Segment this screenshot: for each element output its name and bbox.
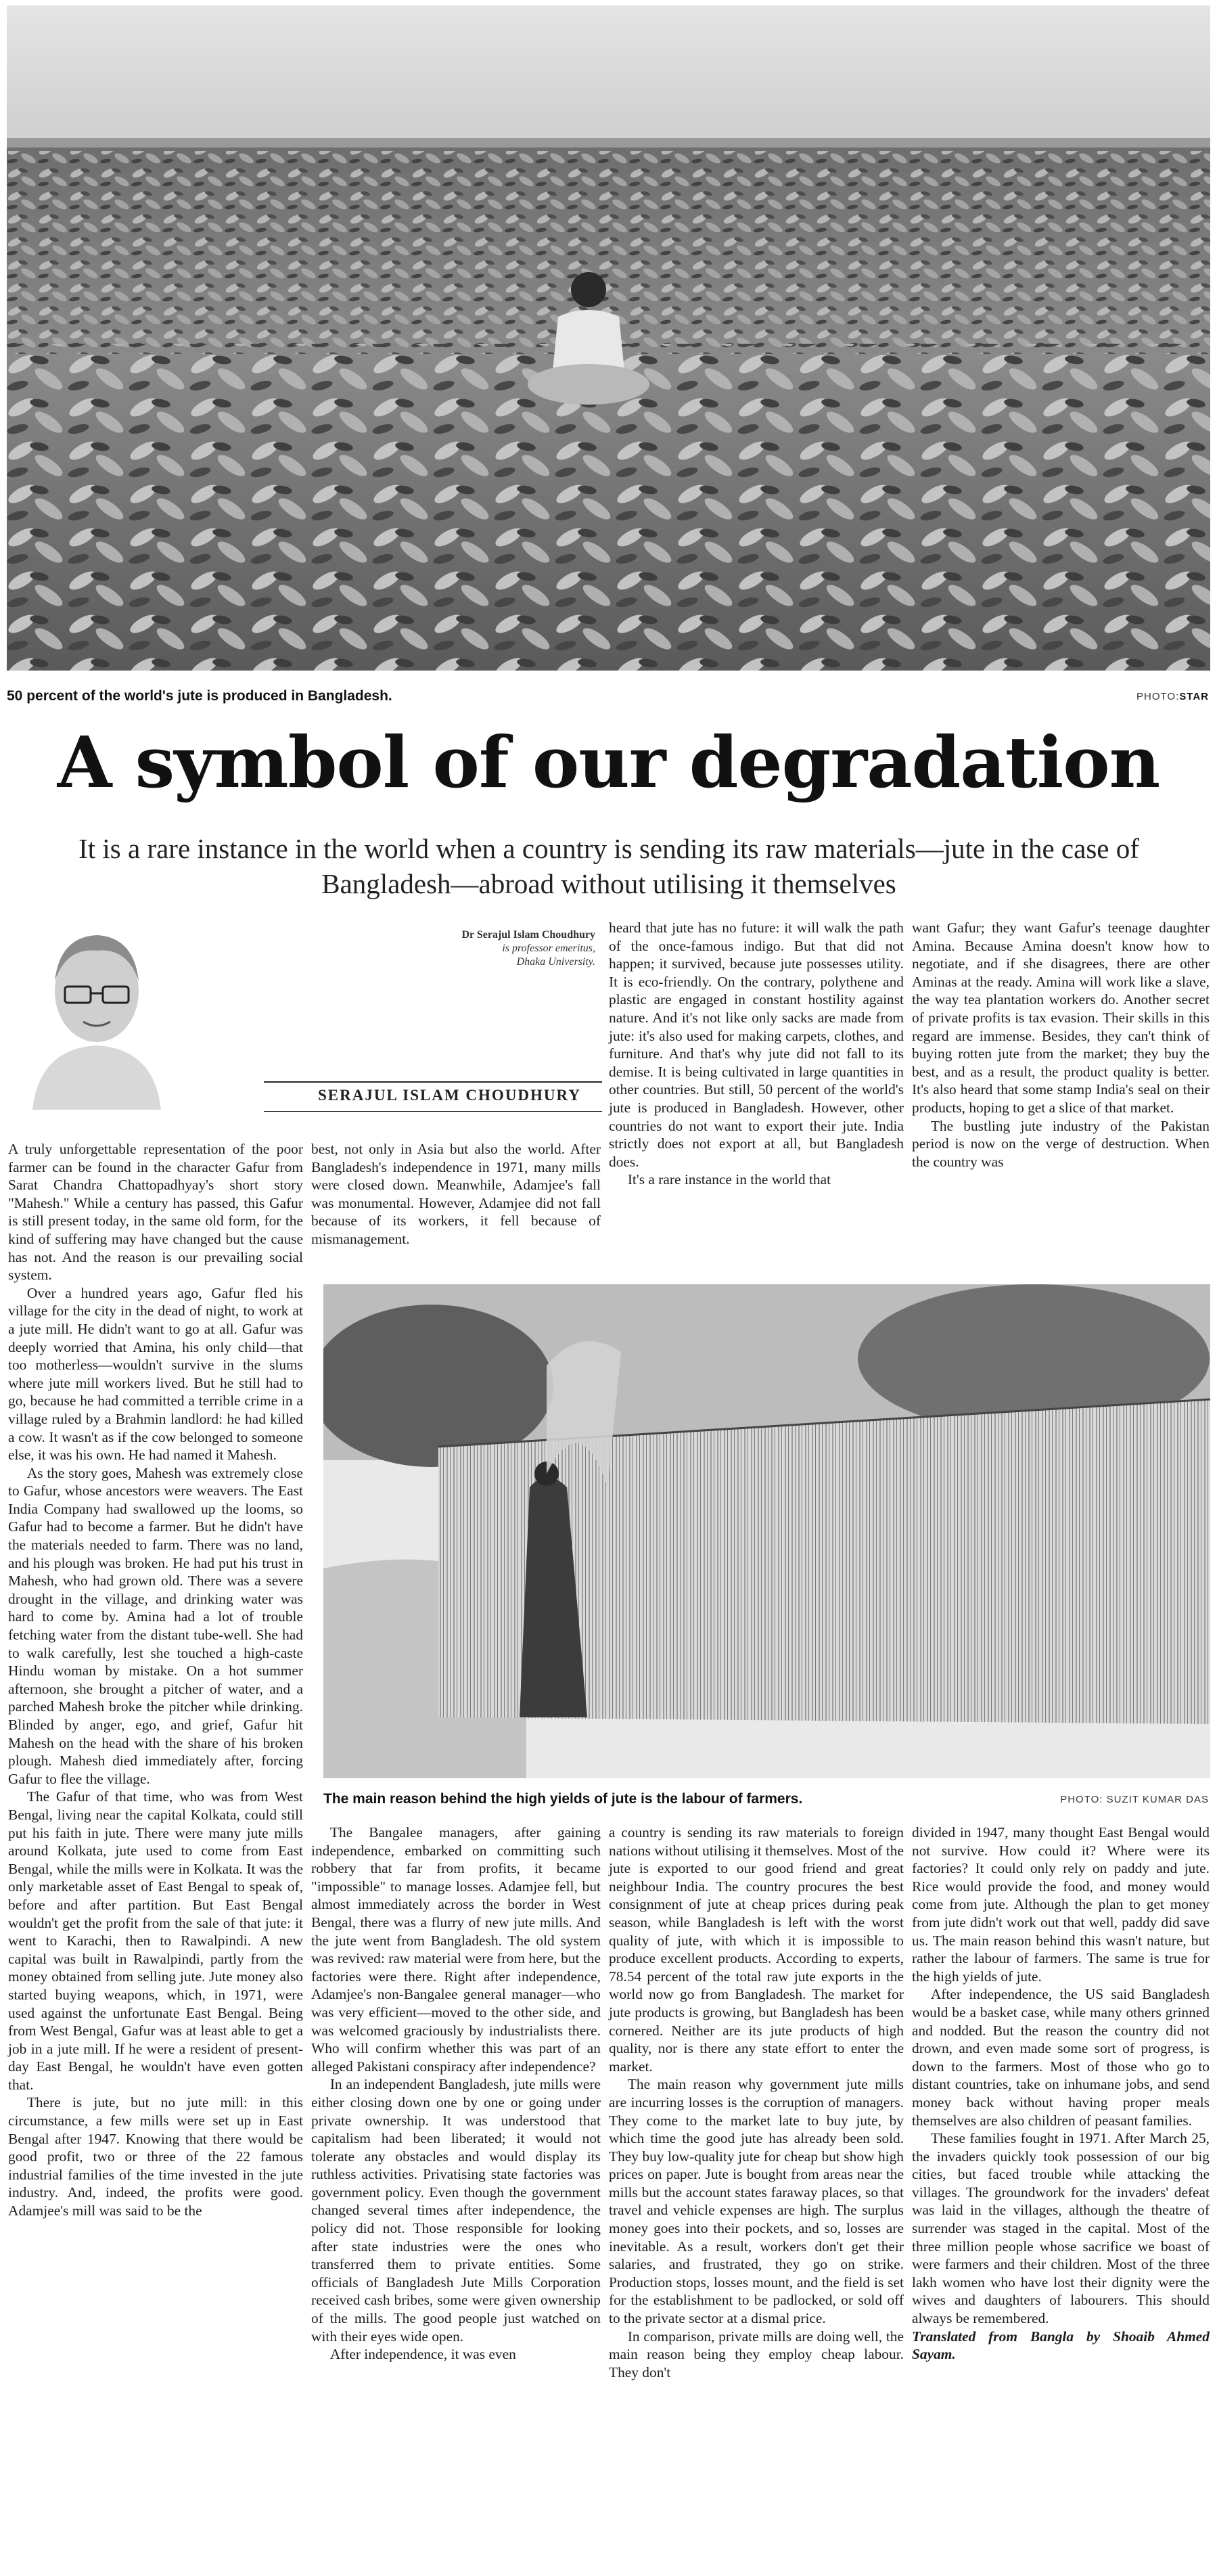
translator-credit: Translated from Bangla by Shoaib Ahmed Sayam. (912, 2328, 1210, 2363)
byline: SERAJUL ISLAM CHOUDHURY (318, 1087, 581, 1104)
paragraph: After independence, the US said Bangladesh would be a basket case, while many others grinned and nodded. But the reason the country did not drown, and even made some sort of progress, is down to the farmers. Most of those who go to distant countries, take on inhumane jobs, and send money back without having proper meals themselves are also children of peasant families. (912, 1986, 1210, 2129)
credit-name: STAR (1179, 691, 1209, 702)
paragraph: best, not only in Asia but also the world. After Bangladesh's independence in 1971, many mills were closed down. Meanwhile, Adamjee's fall was monumental. However, Adamjee did not fall because of its workers, it fell because of mismanagement. (311, 1141, 601, 1247)
paragraph: divided in 1947, many thought East Bengal would not survive. How could it? Where were its factories? It could only rely on paddy and jute. Rice would provide the food, and money would come from jute. Although the plan to get money from jute didn't work out that well, paddy did save us. The main reason behind this wasn't nature, but rather the labour of farmers. The same is true for the high yields of jute. (912, 1824, 1210, 1985)
top-photo (7, 5, 1210, 671)
author-note-line2: Dhaka University. (516, 956, 595, 968)
jute-field-image (7, 5, 1210, 671)
paragraph: a country is sending its raw materials to foreign nations without utilising it themselves. Most of the jute is exported to our good friend and great neighbour India. The country procures the best consignment of jute at cheap prices during peak season, while Bangladesh is left with the worst quality of jute, with which it is impossible to produce excellent products. According to experts, 78.54 percent of the total raw jute exports in the world now go from Bangladesh. The market for jute products is growing, but Bangladesh has been cornered. Neither are its jute products of high quality, nor is there any state effort to enter the market. (609, 1824, 904, 2075)
author-note-name: Dr Serajul Islam Choudhury (461, 929, 595, 941)
mid-photo-credit: PHOTO: SUZIT KUMAR DAS (1060, 1794, 1209, 1805)
paragraph: It's a rare instance in the world that (627, 1171, 831, 1188)
column-2-top (311, 1140, 601, 1248)
paragraph: These families fought in 1971. After March 25, the invaders quickly took possession of our big cities, but faced trouble while attacking the villages. The groundwork for the invaders' defeat was laid in the villages, although the theatre of surrender was staged in the capital. Most of the three million people whose sacrifice we boast of were farmers and their children. Most of the three lakh women who have lost their dignity were the wives and daughters of labourers. This should always be remembered. (912, 2130, 1210, 2327)
paragraph: want Gafur; they want Gafur's teenage daughter Amina. Because Amina doesn't know how to negotiate, and if she disagrees, there are other Aminas at the ready. Amina will work like a slave, the way tea plantation workers do. Another secret of private profits is tax evasion. Their skills in this regard are immense. Besides, they can't think of buying rotten jute from the market; they buy the best, and as a result, the product quality is better. It's also heard that some stamp India's seal on their products, hoping to get a slice of that market. (912, 920, 1210, 1116)
paragraph: The bustling jute industry of the Pakistan period is now on the verge of destruction. When the country was (912, 1117, 1210, 1170)
paragraph: Over a hundred years ago, Gafur fled his village for the city in the dead of night, to work at a jute mill. He didn't want to go at all. Gafur was deeply worried that Amina, his only child—that too motherless—wouldn't survive in the slums where jute mill workers lived. But he still had to go, because he had committed a terrible crime in a village ruled by a Brahmin landlord: he had killed a cow. It wasn't as if the cow belonged to someone else, it was his own. He had named it Mahesh. (8, 1284, 303, 1464)
byline-rule-bottom (264, 1111, 602, 1112)
mid-photo-caption: The main reason behind the high yields of jute is the labour of farmers. (323, 1791, 803, 1807)
top-photo-caption: 50 percent of the world's jute is produced in Bangladesh. (7, 688, 392, 704)
column-1 (8, 1140, 303, 2220)
column-4-top (912, 919, 1210, 1171)
top-photo-credit (1136, 691, 1209, 702)
mid-photo (323, 1284, 1210, 1778)
author-photo (19, 920, 175, 1110)
credit-label: PHOTO: (1136, 691, 1180, 702)
author-note (304, 928, 595, 969)
jute-drying-image (323, 1284, 1210, 1778)
column-4-bottom (912, 1824, 1210, 2364)
paragraph: heard that jute has no future: it will walk the path of the once-famous indigo. But that did not happen; it survived, because jute possesses utility. It is eco-friendly. On the contrary, polythene and plastic are engaged in constant hostility against nature. And it's not like only sacks are made from jute: it's also used for making carpets, clothes, and furniture. And that's why jute did not fall to its demise. It is being cultivated in large quantities in other countries. But still, 50 percent of the world's jute is produced in Bangladesh. However, other countries do not want to export their jute. India strictly does not export at all, but Bangladesh does. (609, 920, 904, 1170)
paragraph: A truly unforgettable representation of the poor farmer can be found in the character Gafur from Sarat Chandra Chattopadhyay's short story "Mahesh." While a century has passed, this Gafur is still present today, in the same old form, for the kind of suffering may have changed but the cause has not. And the reason is our prevailing social system. (8, 1141, 303, 1284)
headline: A symbol of our degradation (57, 721, 1160, 804)
paragraph: In an independent Bangladesh, jute mills were either closing down one by one or going under private ownership. It was understood that capitalism had been liberated; it would not tolerate any obstacles and would display its ruthless activities. Privatising state factories was government policy. Even though the government changed several times after independence, the policy did not. Those responsible for looking after state industries were the ones who transferred them to private entities. Some officials of Bangladesh Jute Mills Corporation received cash bribes, some were given ownership of the mills. The good people just watched on with their eyes wide open. (311, 2076, 601, 2345)
paragraph: The Gafur of that time, who was from West Bengal, living near the capital Kolkata, could still put his faith in jute. There were many jute mills around Kolkata, jute used to come from East Bengal, while the mills were in Kolkata. It was the only marketable asset of East Bengal to speak of, before and after partition. But East Bengal wouldn't get the profit from the sale of that jute: it went to Karachi, then to Rawalpindi. A new capital was built in Rawalpindi, partly from the money obtained from selling jute. Jute money also started buying weapons, which, in 1971, were used against the unfortunate East Bengal. Being from West Bengal, Gafur was at least able to get a job in a jute mill. If he were a resident of present-day East Bengal, he wouldn't have even gotten that. (8, 1788, 303, 2093)
paragraph: After independence, it was even (329, 2346, 516, 2363)
paragraph: The Bangalee managers, after gaining independence, embarked on committing such robbery that far from profits, it became "impossible" to manage losses. Adamjee fell, but almost immediately across the border in West Bengal, there was a flurry of new jute mills. And the jute went from Bangladesh. The old system was revived: raw material were from here, but the factories were there. Right after independence, Adamjee's non-Bangalee general manager—who was very efficient—moved to the other side, and was welcomed graciously by industrialists there. Who will confirm whether this was part of an alleged Pakistani conspiracy after independence? (311, 1824, 601, 2075)
column-3-top (609, 919, 904, 1189)
author-note-line1: is professor emeritus, (502, 943, 595, 954)
paragraph: In comparison, private mills are doing well, the main reason being they employ cheap labour. They don't (609, 2328, 904, 2380)
deck: It is a rare instance in the world when a country is sending its raw materials—jute in the case of Bangladesh—abroad without utilising it themselves (78, 833, 1139, 900)
paragraph: The main reason why government jute mills are incurring losses is the corruption of managers. They come to the market late to buy jute, by which time the good jute has already been sold. They buy low-quality jute for cheap but show high prices on paper. Jute is bought from areas near the mills but the account states faraway places, so that travel and vehicle expenses are high. The surplus money goes into their pockets, and so, losses are inevitable. As a result, workers don't get their salaries, and frustrated, they go on strike. Production stops, losses mount, and the field is set for the establishment to be padlocked, or sold off to the private sector at a dismal price. (609, 2076, 904, 2327)
column-3-bottom (609, 1824, 904, 2381)
paragraph: As the story goes, Mahesh was extremely close to Gafur, whose ancestors were weavers. The East India Company had swallowed up the looms, so Gafur had to become a farmer. But he didn't have the materials needed to farm. There was no land, and his plough was broken. He had put his trust in Mahesh, who had grown old. There was a severe drought in the village, and drinking water was hard to come by. Amina had a lot of trouble fetching water from the distant tube-well. She had to walk carefully, lest she touched a high-caste Hindu woman by mistake. On a hot summer afternoon, she brought a pitcher of water, and a parched Mahesh broke the pitcher while drinking. Blinded by anger, ego, and grief, Gafur hit Mahesh on the head with the share of his broken plough. Mahesh died immediately after, forcing Gafur to flee the village. (8, 1464, 303, 1787)
byline-rule (264, 1081, 602, 1083)
column-2-bottom (311, 1824, 601, 2364)
paragraph: There is jute, but no jute mill: in this circumstance, a few mills were set up in East Bengal after 1947. Knowing that there would be good profit, two or three of the 22 famous industrial families of the time invested in the jute industry. And, indeed, the profits were good. Adamjee's mill was said to be the (8, 2094, 303, 2219)
